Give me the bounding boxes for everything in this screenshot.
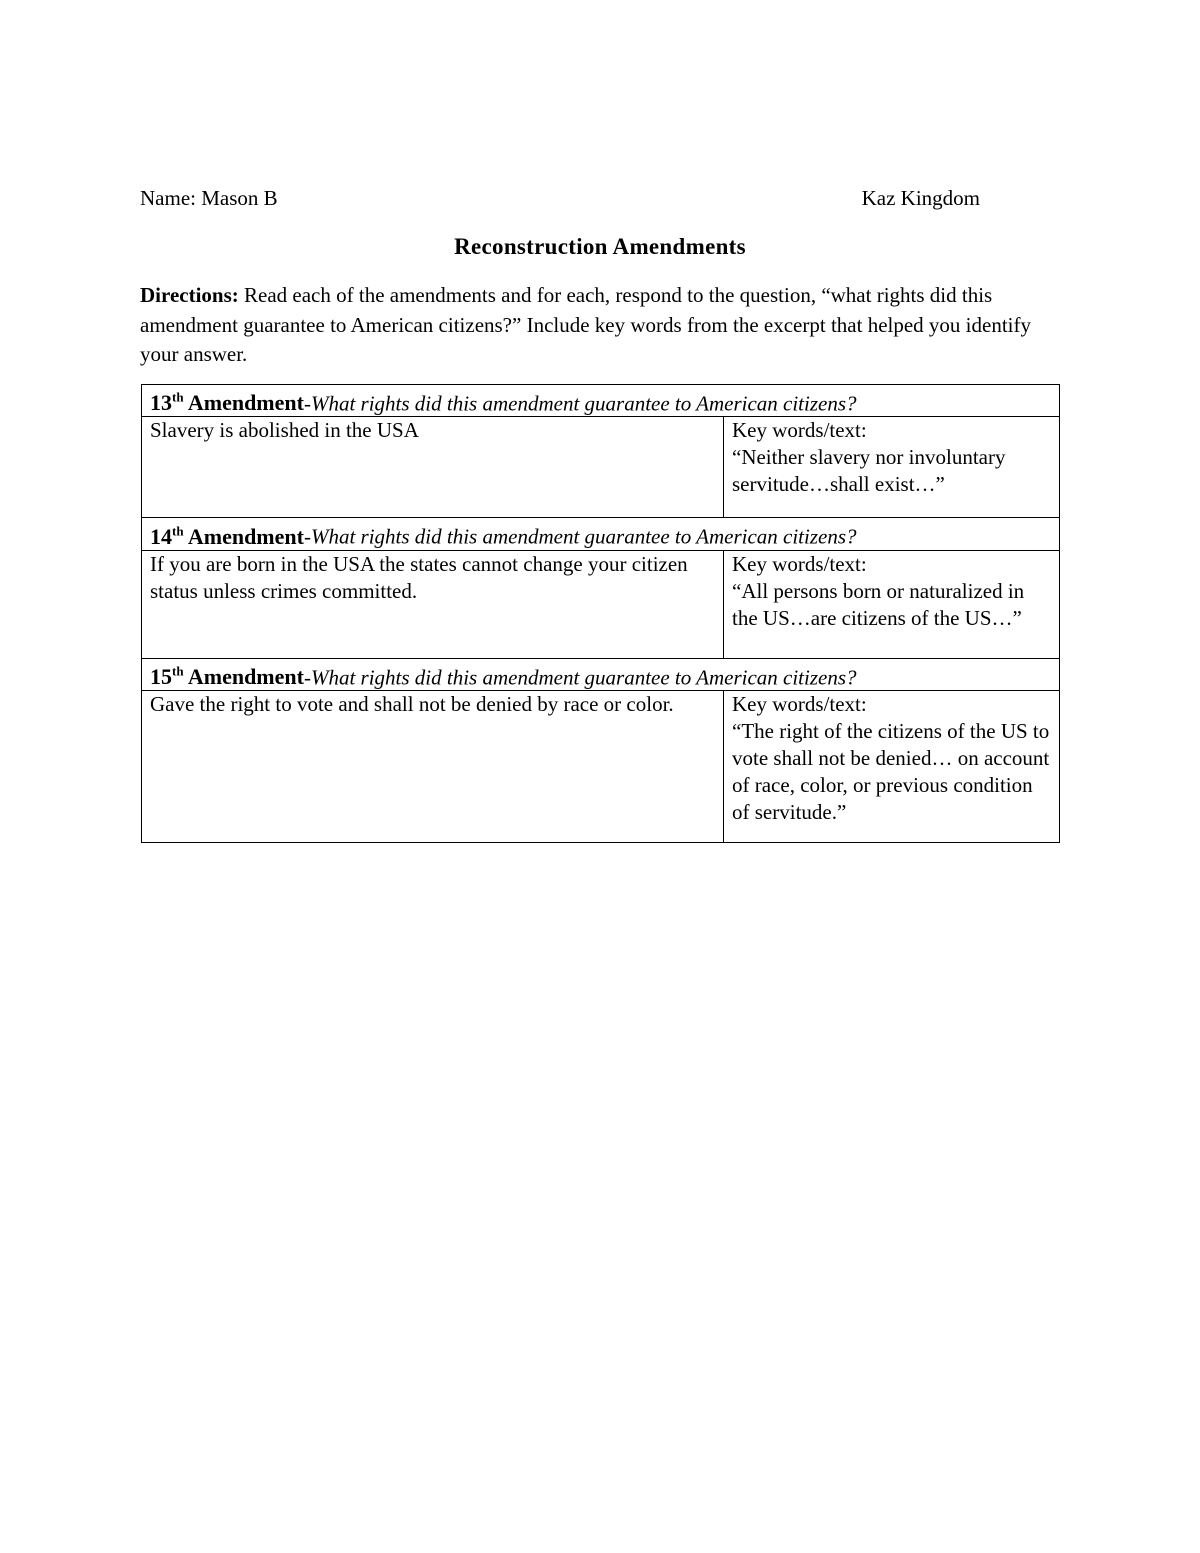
- student-name: Name: Mason B: [140, 186, 278, 210]
- amendment-15-question: What rights did this amendment guarantee to American citizens?: [310, 664, 857, 689]
- directions-paragraph: [140, 281, 1070, 370]
- amendment-15-key-words: [724, 690, 1060, 842]
- amendment-15-header-row: [142, 658, 1060, 690]
- class-name: Kaz Kingdom: [861, 186, 980, 210]
- amendment-14-body-row: [142, 550, 1060, 658]
- amendment-13-body-row: [142, 417, 1060, 518]
- key-words-label: Key words/text:: [732, 551, 867, 576]
- amendment-13-header: 13th Amendment-What rights did this amendment guarantee to American citizens?: [142, 385, 1060, 417]
- amendment-14-header: 14th Amendment-What rights did this amendment guarantee to American citizens?: [142, 518, 1060, 550]
- amendment-15-answer: Gave the right to vote and shall not be denied by race or color.: [142, 690, 724, 842]
- amendment-13-title: 13th Amendment: [150, 390, 304, 416]
- amendment-13-key-words: [724, 417, 1060, 518]
- directions-text: Read each of the amendments and for each, respond to the question, “what rights did this amendment guarantee to American citizens?” Include key words from the excerpt that helped you identify your answer.: [140, 283, 1031, 366]
- key-words-label: Key words/text:: [732, 418, 867, 443]
- amendment-15-body-row: [142, 690, 1060, 842]
- amendment-14-key-words: [724, 550, 1060, 658]
- key-words-label: Key words/text:: [732, 691, 867, 716]
- amendment-13-header-row: [142, 385, 1060, 417]
- amendment-14-header-row: [142, 518, 1060, 550]
- amendment-14-answer: If you are born in the USA the states cannot change your citizen status unless crimes committed.: [142, 550, 724, 658]
- key-words-text: “Neither slavery nor involuntary servitude…shall exist…”: [732, 445, 1006, 497]
- amendment-14-question: What rights did this amendment guarantee to American citizens?: [310, 524, 857, 549]
- amendments-table: [141, 384, 1060, 843]
- key-words-text: “The right of the citizens of the US to vote shall not be denied… on account of race, color, or previous condition of servitude.”: [732, 718, 1050, 824]
- amendment-13-question: What rights did this amendment guarantee to American citizens?: [310, 391, 857, 416]
- amendment-15-header: 15th Amendment-What rights did this amendment guarantee to American citizens?: [142, 658, 1060, 690]
- header-line: [140, 186, 980, 211]
- directions-label: Directions:: [140, 283, 239, 307]
- key-words-text: “All persons born or naturalized in the US…are citizens of the US…”: [732, 578, 1025, 630]
- amendment-15-title: 15th Amendment: [150, 663, 304, 689]
- page-title: Reconstruction Amendments: [454, 234, 746, 259]
- amendment-13-answer: Slavery is abolished in the USA: [142, 417, 724, 518]
- amendment-14-title: 14th Amendment: [150, 523, 304, 549]
